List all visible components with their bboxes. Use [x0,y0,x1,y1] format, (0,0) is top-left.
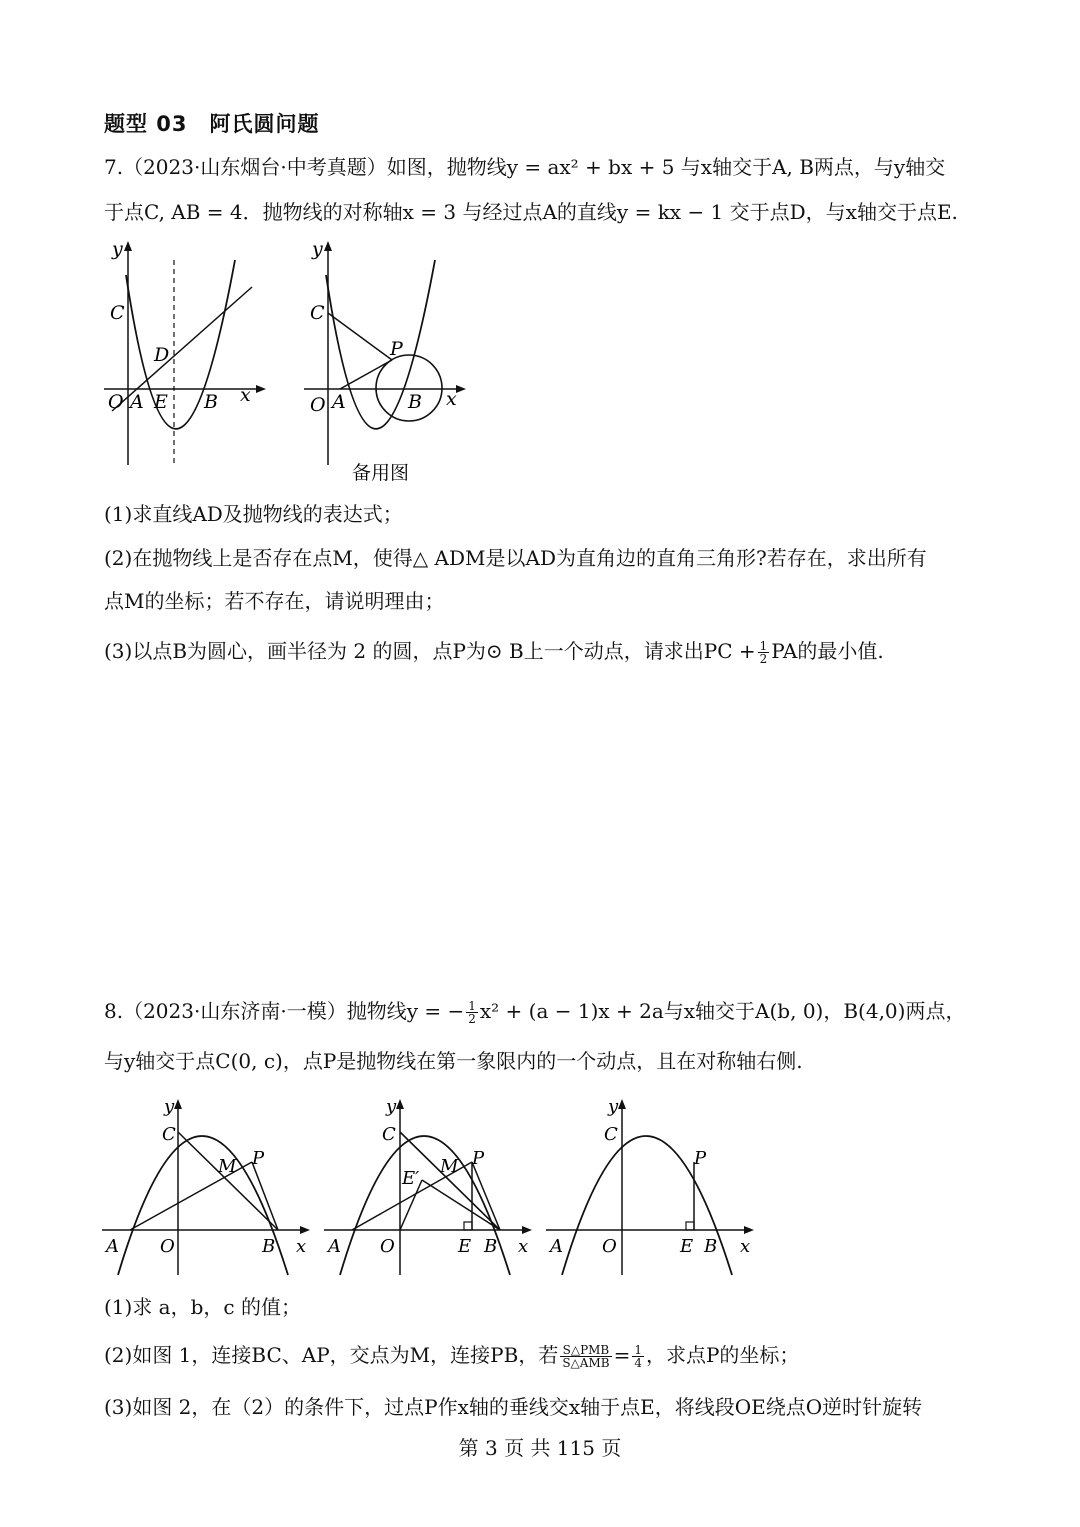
fig8-2-P-label: P [472,1148,485,1169]
problem8-line1-pre: 8.（2023·山东济南·一模）抛物线y = − [104,999,465,1023]
problem7-q3-post: PA的最小值. [771,639,884,663]
problem8-figure2 [322,1092,542,1277]
problem7-q3-num: 1 [759,639,768,653]
problem7-figure1 [100,235,280,475]
problem8-q2-eq: = [613,1343,631,1367]
problem8-q2-rnum: 1 [634,1343,642,1357]
problem8-figure1 [100,1092,320,1277]
problem8-q2-num: S△PMB [560,1344,611,1357]
fig8-3-A-label: A [550,1236,563,1257]
fig8-1-y-label: y [164,1096,175,1117]
fig8-3-E-label: E [680,1236,694,1257]
problem8-line1-post: x² + (a − 1)x + 2a与x轴交于A(b, 0)，B(4,0)两点， [479,999,966,1023]
fig7-2-x-label: x [446,388,457,410]
fig7-1-y-label: y [112,238,123,260]
problem8-q2 [104,1340,799,1370]
fig8-1-B-label: B [262,1236,276,1257]
fig8-2-M-label: M [440,1156,459,1177]
problem7-line2: 于点C, AB = 4．抛物线的对称轴x = 3 与经过点A的直线y = kx − 1 交于点D，与x轴交于点E. [104,200,958,224]
problem7-q1: (1)求直线AD及抛物线的表达式； [104,502,403,526]
problem8-q2-rden: 4 [634,1356,642,1370]
problem8-q2-area-frac [560,1344,611,1369]
problem8-q2-ratio-frac [632,1344,644,1369]
fig7-2-C-label: C [310,302,325,324]
fig8-2-y-label: y [386,1096,397,1117]
fig7-2-y-label: y [312,238,323,260]
problem7-q2a: (2)在抛物线上是否存在点M，使得△ ADM是以AD为直角边的直角三角形?若存在，求出所有 [104,546,927,570]
fig7-2-caption: 备用图 [352,462,410,484]
fig8-2-x-label: x [518,1236,529,1257]
fig7-1-E-label: E [154,391,168,413]
fig8-2-E-label: E [458,1236,472,1257]
problem8-line1-den: 2 [468,1012,476,1026]
fig7-2-A-label: A [332,391,346,413]
problem8-q3: (3)如图 2，在（2）的条件下，过点P作x轴的垂线交x轴于点E，将线段OE绕点O逆时针旋转 [104,1395,923,1419]
fig7-1-x-label: x [240,384,251,406]
fig7-2-B-label: B [408,391,422,413]
fig7-2-P-label: P [390,338,403,360]
problem8-line1-frac [466,1000,478,1025]
fig7-2-O-label: O [310,394,326,416]
fig8-2-C-label: C [382,1124,396,1145]
fig7-1-A-label: A [130,391,144,413]
problem8-q2-den: S△AMB [562,1356,610,1370]
fig7-1-B-label: B [204,391,218,413]
fig7-1-D-label: D [154,344,170,366]
problem8-line1 [104,996,965,1026]
problem8-line2: 与y轴交于点C(0, c)，点P是抛物线在第一象限内的一个动点，且在对称轴右侧. [104,1049,803,1073]
fig8-3-O-label: O [602,1236,617,1257]
problem7-q3-frac [758,640,770,665]
fig8-1-M-label: M [218,1156,237,1177]
fig8-1-C-label: C [162,1124,176,1145]
fig8-3-B-label: B [704,1236,718,1257]
fig8-2-A-label: A [328,1236,341,1257]
fig8-2-B-label: B [484,1236,498,1257]
fig8-1-P-label: P [252,1148,265,1169]
problem8-figure3 [544,1092,764,1277]
section-title: 题型 03 阿氏圆问题 [104,112,320,136]
problem7-q3-pre: (3)以点B为圆心，画半径为 2 的圆，点P为⊙ B上一个动点，请求出PC + [104,639,756,663]
fig7-1-O-label: O [108,391,124,413]
problem7-q2b: 点M的坐标；若不存在，请说明理由； [104,589,445,613]
fig8-2-E1-label: E′ [402,1168,420,1189]
problem7-line1: 7.（2023·山东烟台·中考真题）如图，抛物线y = ax² + bx + 5 与x轴交于A, B两点，与y轴交 [104,155,946,179]
problem8-q1: (1)求 a，b，c 的值； [104,1295,301,1319]
problem8-q2-post: ，求点P的坐标； [645,1343,800,1367]
fig8-3-C-label: C [604,1124,618,1145]
fig8-1-O-label: O [160,1236,175,1257]
fig7-1-C-label: C [110,302,125,324]
problem7-q3 [104,636,884,666]
problem7-q3-den: 2 [759,652,768,666]
problem7-figure2 [300,235,480,490]
fig8-3-P-label: P [694,1148,707,1169]
fig8-2-O-label: O [380,1236,395,1257]
fig8-1-A-label: A [106,1236,119,1257]
problem8-line1-num: 1 [468,999,476,1013]
problem8-q2-pre: (2)如图 1，连接BC、AP，交点为M，连接PB，若 [104,1343,559,1367]
fig8-3-x-label: x [740,1236,751,1257]
fig8-1-x-label: x [296,1236,307,1257]
page-footer: 第 3 页 共 115 页 [458,1436,622,1460]
fig8-3-y-label: y [608,1096,619,1117]
